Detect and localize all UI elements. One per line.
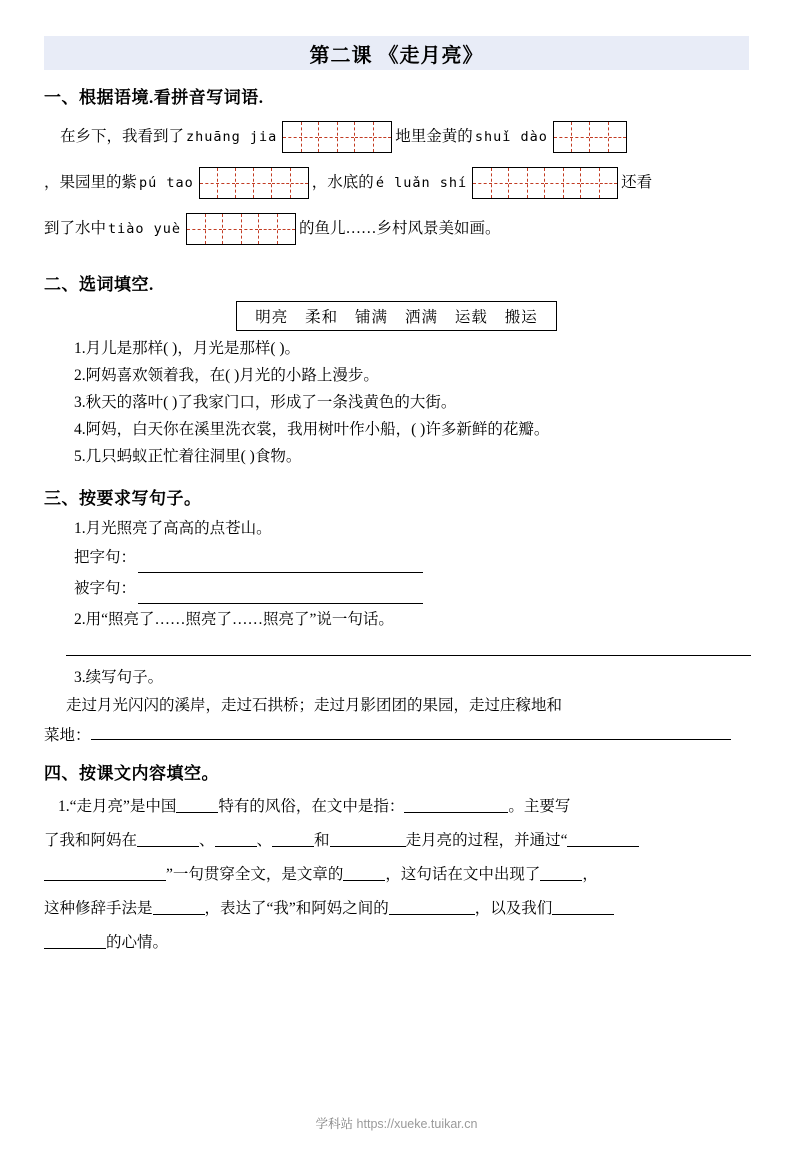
pinyin-text-6: 到了水中 xyxy=(44,220,107,237)
fill-in-line-5 xyxy=(44,926,749,960)
section-heading-three: 三、按要求写句子。 xyxy=(44,489,202,508)
pinyin-eluanshi: é luǎn shí xyxy=(375,175,468,191)
question-3-3: 3.续写句子。 xyxy=(74,669,164,686)
fill-text-2b: 、 xyxy=(199,832,215,849)
question-3-3-text: 走过月光闪闪的溪岸，走过石拱桥；走过月影团团的果园，走过庄稼地和 xyxy=(66,697,563,714)
tianzige-grid-2[interactable] xyxy=(553,121,627,153)
worksheet-page xyxy=(0,36,793,1158)
list-item: 5.几只蚂蚁正忙着往洞里( )食物。 xyxy=(74,448,302,465)
question-3-2: 2.用“照亮了……照亮了……照亮了”说一句话。 xyxy=(74,611,394,628)
grid-cell[interactable] xyxy=(187,214,223,244)
list-item: 1.月儿是那样( )，月光是那样( )。 xyxy=(74,340,301,357)
fill-text-4b: ，表达了“我”和阿妈之间的 xyxy=(204,900,389,917)
grid-cell[interactable] xyxy=(355,122,391,152)
fill-text-3c: ， xyxy=(582,866,598,883)
fill-in-line-1 xyxy=(44,790,749,824)
fill-text-1c: 。主要写 xyxy=(508,798,571,815)
fill-text-3a: ”一句贯穿全文，是文章的 xyxy=(166,866,344,883)
answer-blank-q33[interactable] xyxy=(91,725,731,740)
fill-in-line-3 xyxy=(44,858,749,892)
grid-cell[interactable] xyxy=(473,168,509,198)
word-bank-item[interactable]: 铺满 xyxy=(355,309,389,326)
bazijv-label: 把字句： xyxy=(74,549,137,566)
grid-cell[interactable] xyxy=(590,122,626,152)
answer-blank-q32[interactable] xyxy=(66,635,751,656)
fill-text-1b: 特有的风俗，在文中是指： xyxy=(218,798,405,815)
fill-blank[interactable] xyxy=(389,899,475,915)
fill-text-2d: 和 xyxy=(314,832,330,849)
list-item: 4.阿妈，白天你在溪里洗衣裳，我用树叶作小船，( )许多新鲜的花瓣。 xyxy=(74,421,550,438)
word-bank-item[interactable]: 洒满 xyxy=(404,309,438,326)
list-item: 3.秋天的落叶( )了我家门口，形成了一条浅黄色的大街。 xyxy=(74,394,457,411)
word-bank-item[interactable]: 柔和 xyxy=(305,309,339,326)
watermark-label: 学科站 xyxy=(315,1117,354,1131)
grid-cell[interactable] xyxy=(554,122,590,152)
grid-cell[interactable] xyxy=(272,168,308,198)
pinyin-zhuangjia: zhuāng jia xyxy=(186,129,278,145)
fill-text-4a: 这种修辞手法是 xyxy=(44,900,153,917)
section-heading-one: 一、根据语境.看拼音写词语. xyxy=(44,88,264,107)
grid-cell[interactable] xyxy=(223,214,259,244)
pinyin-shuidao: shuǐ dào xyxy=(474,129,548,145)
fill-blank[interactable] xyxy=(540,865,582,881)
watermark-url: https://xueke.tuikar.cn xyxy=(356,1117,478,1131)
word-bank-wrapper xyxy=(44,301,749,331)
answer-row-bazijv xyxy=(44,542,749,573)
grid-cell[interactable] xyxy=(236,168,272,198)
fill-in-line-4 xyxy=(44,892,749,926)
tianzige-grid-1[interactable] xyxy=(282,121,392,153)
watermark xyxy=(0,1114,793,1132)
answer-blank-beizijv[interactable] xyxy=(138,585,423,604)
word-bank-item[interactable]: 运载 xyxy=(454,309,488,326)
fill-blank[interactable] xyxy=(272,831,314,847)
pinyin-text-3: ，果园里的紫 xyxy=(44,174,138,191)
grid-cell[interactable] xyxy=(319,122,355,152)
pinyin-line-3 xyxy=(44,206,749,252)
fill-in-line-2 xyxy=(44,824,749,858)
tianzige-grid-5[interactable] xyxy=(186,213,296,245)
answer-blank-bazijv[interactable] xyxy=(138,554,423,573)
fill-blank[interactable] xyxy=(176,797,218,813)
fill-blank[interactable] xyxy=(552,899,614,915)
fill-text-2e: 走月亮的过程，并通过“ xyxy=(405,832,568,849)
fill-text-2c: 、 xyxy=(256,832,273,849)
tianzige-grid-3[interactable] xyxy=(199,167,309,199)
pinyin-text-5: 还看 xyxy=(621,174,653,191)
grid-cell[interactable] xyxy=(200,168,236,198)
pinyin-tiaoyue: tiào yuè xyxy=(108,221,182,237)
question-3-3-text2 xyxy=(44,721,749,751)
fill-blank[interactable] xyxy=(153,899,205,915)
tianzige-grid-4[interactable] xyxy=(472,167,618,199)
section-heading-four: 四、按课文内容填空。 xyxy=(44,764,219,783)
fill-text-2a: 了我和阿妈在 xyxy=(44,832,138,849)
word-bank-item[interactable]: 搬运 xyxy=(504,309,538,326)
question-3-3-label: 菜地： xyxy=(44,727,91,744)
grid-cell[interactable] xyxy=(545,168,581,198)
fill-blank[interactable] xyxy=(343,865,385,881)
pinyin-text-1: 在乡下，我看到了 xyxy=(60,128,185,145)
grid-cell[interactable] xyxy=(581,168,617,198)
page-title: 第二课 《走月亮》 xyxy=(309,44,484,67)
fill-blank[interactable] xyxy=(44,865,166,881)
fill-blank[interactable] xyxy=(567,831,639,847)
pinyin-line-2 xyxy=(44,160,749,206)
word-bank-item[interactable]: 明亮 xyxy=(255,309,289,326)
pinyin-text-2: 地里金黄的 xyxy=(395,128,473,145)
pinyin-line-1 xyxy=(44,114,749,160)
list-item: 2.阿妈喜欢领着我，在( )月光的小路上漫步。 xyxy=(74,367,379,384)
fill-blank[interactable] xyxy=(330,831,406,847)
answer-row-beizijv xyxy=(44,573,749,604)
page-title-bar xyxy=(44,36,749,70)
fill-text-3b: ，这句话在文中出现了 xyxy=(385,866,541,883)
grid-cell[interactable] xyxy=(283,122,319,152)
grid-cell[interactable] xyxy=(509,168,545,198)
grid-cell[interactable] xyxy=(259,214,295,244)
section-heading-two: 二、选词填空. xyxy=(44,275,154,294)
fill-text-1a: 1.“走月亮”是中国 xyxy=(58,798,177,815)
pinyin-text-7: 的鱼儿……乡村风景美如画。 xyxy=(299,220,501,237)
fill-text-5a: 的心情。 xyxy=(106,934,169,951)
pinyin-putao: pú tao xyxy=(139,175,194,191)
question-3-1: 1.月光照亮了高高的点苍山。 xyxy=(74,520,272,537)
beizijv-label: 被字句： xyxy=(74,580,137,597)
fill-blank[interactable] xyxy=(215,831,257,847)
fill-text-4c: ，以及我们 xyxy=(474,900,553,917)
word-bank xyxy=(236,301,556,331)
fill-blank[interactable] xyxy=(137,831,199,847)
pinyin-text-4: ，水底的 xyxy=(311,174,374,191)
fill-blank[interactable] xyxy=(44,933,106,949)
fill-blank[interactable] xyxy=(404,797,508,813)
